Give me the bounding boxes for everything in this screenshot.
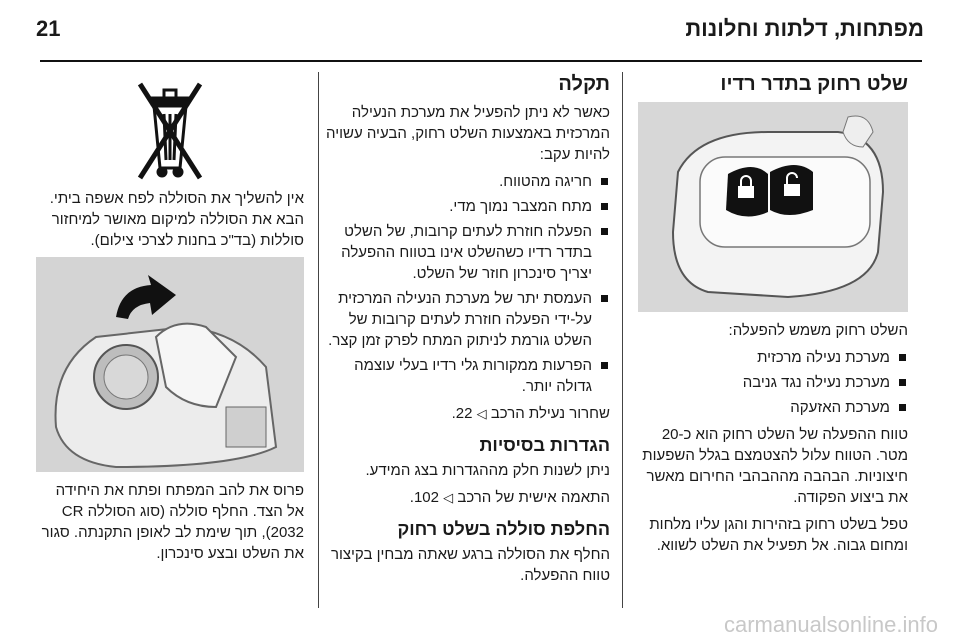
battery-replacement-figure: [36, 257, 304, 472]
basic-settings-paragraph: ניתן לשנות חלק מההגדרות בצג המידע.: [365, 462, 610, 479]
reference-page: 102: [413, 489, 439, 506]
column-remote-control: [638, 72, 908, 562]
list-item: העמסת יתר של מערכת הנעילה המרכזית על-ידי הפעלה חוזרת לעתים קרובות של השלט גורמת לניתוק המתח לפרק זמן קצר.: [326, 288, 610, 351]
remote-key-figure: [638, 102, 908, 312]
section-title-remote: שלט רחוק בתדר רדיו: [720, 73, 908, 95]
fault-intro: כאשר לא ניתן להפעיל את מערכת הנעילה המרכזית באמצעות השלט רחוק, הבעיה עשויה להיות עקב:: [326, 104, 610, 163]
care-paragraph: טפל בשלט רחוק בזהירות והגן עליו מלחות ומחום גבוה. אל תפעיל את השלט לשווא.: [649, 516, 908, 554]
unlock-button: [770, 165, 813, 215]
list-item: מערכת נעילה מרכזית: [638, 347, 908, 368]
section-title-fault: תקלה: [558, 73, 610, 95]
cross-reference[interactable]: התאמה אישית של הרכב ◁ 102.: [409, 489, 610, 506]
range-paragraph: טווח ההפעלה של השלט רחוק הוא כ-20 מטר. הטווח עלול להצטמצם בגלל השפעות חיצוניות. הבהבה מההבהבי החירום מאשר את ביצוע הפקודה.: [642, 426, 908, 506]
remote-intro: השלט רחוק משמש להפעלה:: [728, 322, 908, 339]
list-item: מתח המצבר נמוך מדי.: [326, 196, 610, 217]
list-item: מערכת נעילה נגד גניבה: [638, 372, 908, 393]
column-divider: [318, 72, 319, 608]
battery-replacement-paragraph: החלף את הסוללה ברגע שאתה מבחין בקיצור טווח ההפעלה.: [330, 546, 610, 584]
page-number: 21: [36, 16, 61, 41]
arrow-icon: ◁: [443, 490, 454, 505]
list-item: הפרעות ממקורות גלי רדיו בעלי עוצמה גדולה יותר.: [326, 355, 610, 397]
reference-page: 22: [455, 405, 473, 422]
battery-steps-paragraph: פרוס את להב המפתח ופתח את היחידה אל הצד. החלף סוללה (סוג הסוללה CR 2032), תוך שימת לב לאופן התקנתה. סגור את השלט ובצע סינכרון.: [41, 482, 304, 562]
remote-functions-list: [638, 347, 908, 418]
fault-causes-list: [326, 171, 610, 397]
chapter-title: מפתחות, דלתות וחלונות: [685, 16, 924, 41]
disposal-paragraph: אין להשליך את הסוללה לפח אשפה ביתי. הבא את הסוללה למיקום מאושר למיחזור סוללות (בד"כ בחנות לצרכי צילום).: [49, 190, 304, 249]
header-rule: [40, 60, 922, 62]
recycle-bin-icon: [36, 74, 304, 182]
column-divider: [622, 72, 623, 608]
arrow-icon: ◁: [476, 406, 487, 421]
section-title-basic-settings: הגדרות בסיסיות: [479, 435, 610, 455]
column-fault: [326, 72, 610, 592]
watermark: carmanualsonline.info: [723, 612, 938, 637]
list-item: הפעלה חוזרת לעתים קרובות, של השלט בתדר רדיו כשהשלט אינו בטווח ההפעלה יצריך סינכרון חוזר של השלט.: [326, 221, 610, 284]
section-title-battery-replacement: החלפת סוללה בשלט רחוק: [397, 519, 610, 539]
list-item: מערכת האזעקה: [638, 397, 908, 418]
page-header: [36, 14, 924, 44]
list-item: חריגה מהטווח.: [326, 171, 610, 192]
column-battery: [36, 72, 304, 570]
lock-button: [726, 167, 768, 217]
cross-reference[interactable]: שחרור נעילת הרכב ◁ 22.: [451, 405, 610, 422]
